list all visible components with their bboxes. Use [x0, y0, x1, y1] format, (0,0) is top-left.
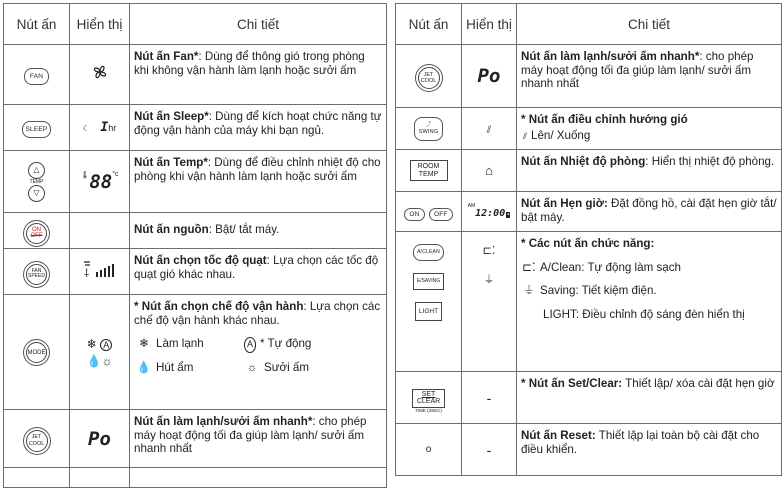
set-clear-display: -	[462, 372, 517, 424]
room-temp-description: Nút ấn Nhiệt độ phòng: Hiển thị nhiệt độ phòng.	[517, 150, 782, 192]
sleep-hour-display: Ihr	[100, 120, 117, 135]
set-clear-button[interactable]: SET CLEAR	[412, 389, 445, 408]
table-row	[4, 105, 387, 151]
jet-display: Po	[477, 65, 501, 87]
header-display: Hiển thị	[70, 4, 130, 45]
a-clean-button[interactable]: A/CLEAN	[413, 244, 444, 261]
sleep-button[interactable]: SLEEP	[22, 121, 52, 138]
table-row	[396, 424, 782, 476]
table-row: △ TEMP ▽ $^🌡88^{^\circ c}$ Nút ấn Temp*: Dùng để điều chỉnh nhiệt độ cho phòng khi vận hành làm lạnh hoặc sưởi ấm	[4, 151, 387, 213]
mode-button[interactable]: MODE	[26, 342, 47, 363]
light-button[interactable]: LIGHT	[415, 302, 442, 321]
table-header-row	[4, 4, 387, 45]
table-row	[4, 45, 387, 105]
auto-mode-icon: A	[100, 339, 112, 351]
power-description: Nút ấn nguồn: Bật/ tắt máy.	[130, 213, 387, 249]
house-icon: ⌂	[485, 162, 493, 178]
set-clear-description: * Nút ấn Set/Clear: Thiết lập/ xóa cài đặt hẹn giờ	[517, 372, 782, 424]
a-clean-icon: ⊏⁚	[522, 260, 536, 274]
saving-line: ⏚ Saving: Tiết kiệm điện.	[521, 284, 777, 298]
jet-cool-button[interactable]: JET COOL	[26, 430, 48, 452]
table-row	[4, 213, 387, 249]
reset-description: Nút ấn Reset: Thiết lập lại toàn bộ cài đặt cho điều khiển.	[517, 424, 782, 476]
svg-text:⸸: ⸸	[83, 267, 89, 280]
celsius-unit: °c	[112, 170, 119, 178]
table-row	[396, 232, 782, 372]
sun-icon: ☼	[101, 353, 113, 368]
jet-display: Po	[88, 427, 111, 450]
snowflake-icon: ❄	[86, 336, 97, 351]
temp-down-button[interactable]: ▽	[28, 185, 45, 202]
fan-description: Nút ấn Fan*: Dùng để thông gió trong phòng khi không vận hành làm lạnh hoặc sưởi ấm	[130, 45, 387, 105]
sleep-description: Nút ấn Sleep*: Dùng để kích hoạt chức năng tự động vận hành của máy khi bạn ngủ.	[130, 105, 387, 151]
sleep-icon: ☾	[82, 124, 90, 133]
saving-plug-icon: ⏚	[523, 284, 535, 298]
table-row	[396, 150, 782, 192]
fan-speed-description: Nút ấn chọn tốc độ quạt: Lựa chọn các tốc độ quạt gió khác nhau.	[130, 249, 387, 295]
table-row	[4, 295, 387, 410]
a-clean-line: ⊏⁚ A/Clean: Tự động làm sạch	[522, 260, 681, 274]
table-row: SET CLEAR TIME (3SEC) - * Nút ấn Set/Clear: Thiết lập/ xóa cài đặt hẹn giờ	[396, 372, 782, 424]
swing-icon: ⫽	[486, 124, 492, 136]
functions-description: * Các nút ấn chức năng: ⊏⁚ A/Clean: Tự động làm sạch ⏚ Saving: Tiết kiệm điện. LIGHT: Điều chỉnh độ sáng đèn hiển thị	[517, 232, 782, 372]
droplet-icon: 💧	[86, 353, 102, 368]
light-line: LIGHT: Điều chỉnh độ sáng đèn hiển thị	[543, 307, 745, 321]
snowflake-icon: ❄	[139, 337, 149, 351]
auto-mode-icon: A	[244, 337, 256, 353]
right-remote-table	[395, 3, 782, 476]
power-button[interactable]: ON OFF	[26, 223, 47, 244]
left-remote-table	[3, 3, 387, 488]
table-header-row	[396, 4, 782, 45]
saving-plug-icon: ⏚	[483, 274, 495, 286]
jet-description: Nút ấn làm lạnh/sưởi ấm nhanh*: cho phép máy hoạt động tối đa giúp làm lạnh/ sưởi ấm nhanh nhất	[130, 410, 387, 468]
swing-icon: ⫽	[523, 130, 528, 141]
mode-cool-item: ❄ Làm lạnh	[136, 337, 244, 353]
reset-display: -	[462, 424, 517, 476]
temp-up-button[interactable]: △	[28, 162, 45, 179]
fan-icon	[91, 63, 109, 81]
header-detail: Chi tiết	[130, 4, 387, 45]
temp-description: Nút ấn Temp*: Dùng để điều chỉnh nhiệt độ cho phòng khi vận hành làm lạnh hoặc sưởi ấm	[130, 151, 387, 213]
table-row	[396, 45, 782, 108]
reset-button[interactable]: o	[396, 424, 462, 476]
sun-icon: ☼	[246, 360, 258, 374]
fan-speed-button[interactable]: FAN SPEED	[26, 264, 47, 285]
header-display: Hiển thị	[462, 4, 517, 45]
timer-description: Nút ấn Hẹn giờ: Đặt đồng hồ, cài đặt hẹn giờ tắt/ bật máy.	[517, 192, 782, 232]
temp-digits-display: 88	[89, 170, 113, 193]
droplet-icon: 💧	[136, 360, 152, 374]
table-row-partial	[4, 468, 387, 488]
header-button: Nút ấn	[4, 4, 70, 45]
swing-description: * Nút ấn điều chỉnh hướng gió ⫽ Lên/ Xuống	[517, 108, 782, 150]
clock-display: 12:00	[475, 207, 506, 219]
e-saving-button[interactable]: E/SAVING	[413, 273, 444, 290]
thermometer-icon: 🌡	[80, 171, 90, 179]
table-row	[396, 108, 782, 150]
mode-dry-item: 💧 Hút ẩm	[136, 360, 194, 374]
room-temp-button[interactable]: ROOM TEMP	[410, 160, 448, 181]
timer-off-button[interactable]: OFF	[429, 208, 453, 221]
fan-button[interactable]: FAN	[24, 68, 49, 85]
header-detail: Chi tiết	[517, 4, 782, 45]
mode-auto-item: A * Tự động	[244, 337, 354, 353]
jet-cool-button[interactable]: JET COOL	[418, 67, 440, 89]
timer-on-button[interactable]: ON	[404, 208, 424, 221]
mode-heat-item: ☼ Sưởi ấm	[244, 361, 354, 375]
table-row	[4, 249, 387, 295]
timer-on-off-icon: ▪	[507, 211, 510, 218]
fan-speed-bars-icon	[82, 258, 118, 280]
a-clean-icon: ⊏⁚	[482, 245, 496, 257]
mode-description: * Nút ấn chọn chế độ vận hành: Lựa chọn các chế độ vận hành khác nhau. ❄ Làm lạnh A * Tự động 💧 Hút ẩm ☼ Sưởi ấm	[130, 295, 387, 410]
header-button: Nút ấn	[396, 4, 462, 45]
table-row	[4, 410, 387, 468]
swing-button[interactable]: ⤴ SWING	[414, 117, 444, 141]
table-row: ON OFF $^{AM}$12:00 ▪ Nút ấn Hẹn giờ: Đặt đồng hồ, cài đặt hẹn giờ tắt/ bật máy.	[396, 192, 782, 232]
jet-description: Nút ấn làm lạnh/sưởi ấm nhanh*: cho phép máy hoạt động tối đa giúp làm lạnh/ sưởi ấm nhanh nhất	[517, 45, 782, 108]
